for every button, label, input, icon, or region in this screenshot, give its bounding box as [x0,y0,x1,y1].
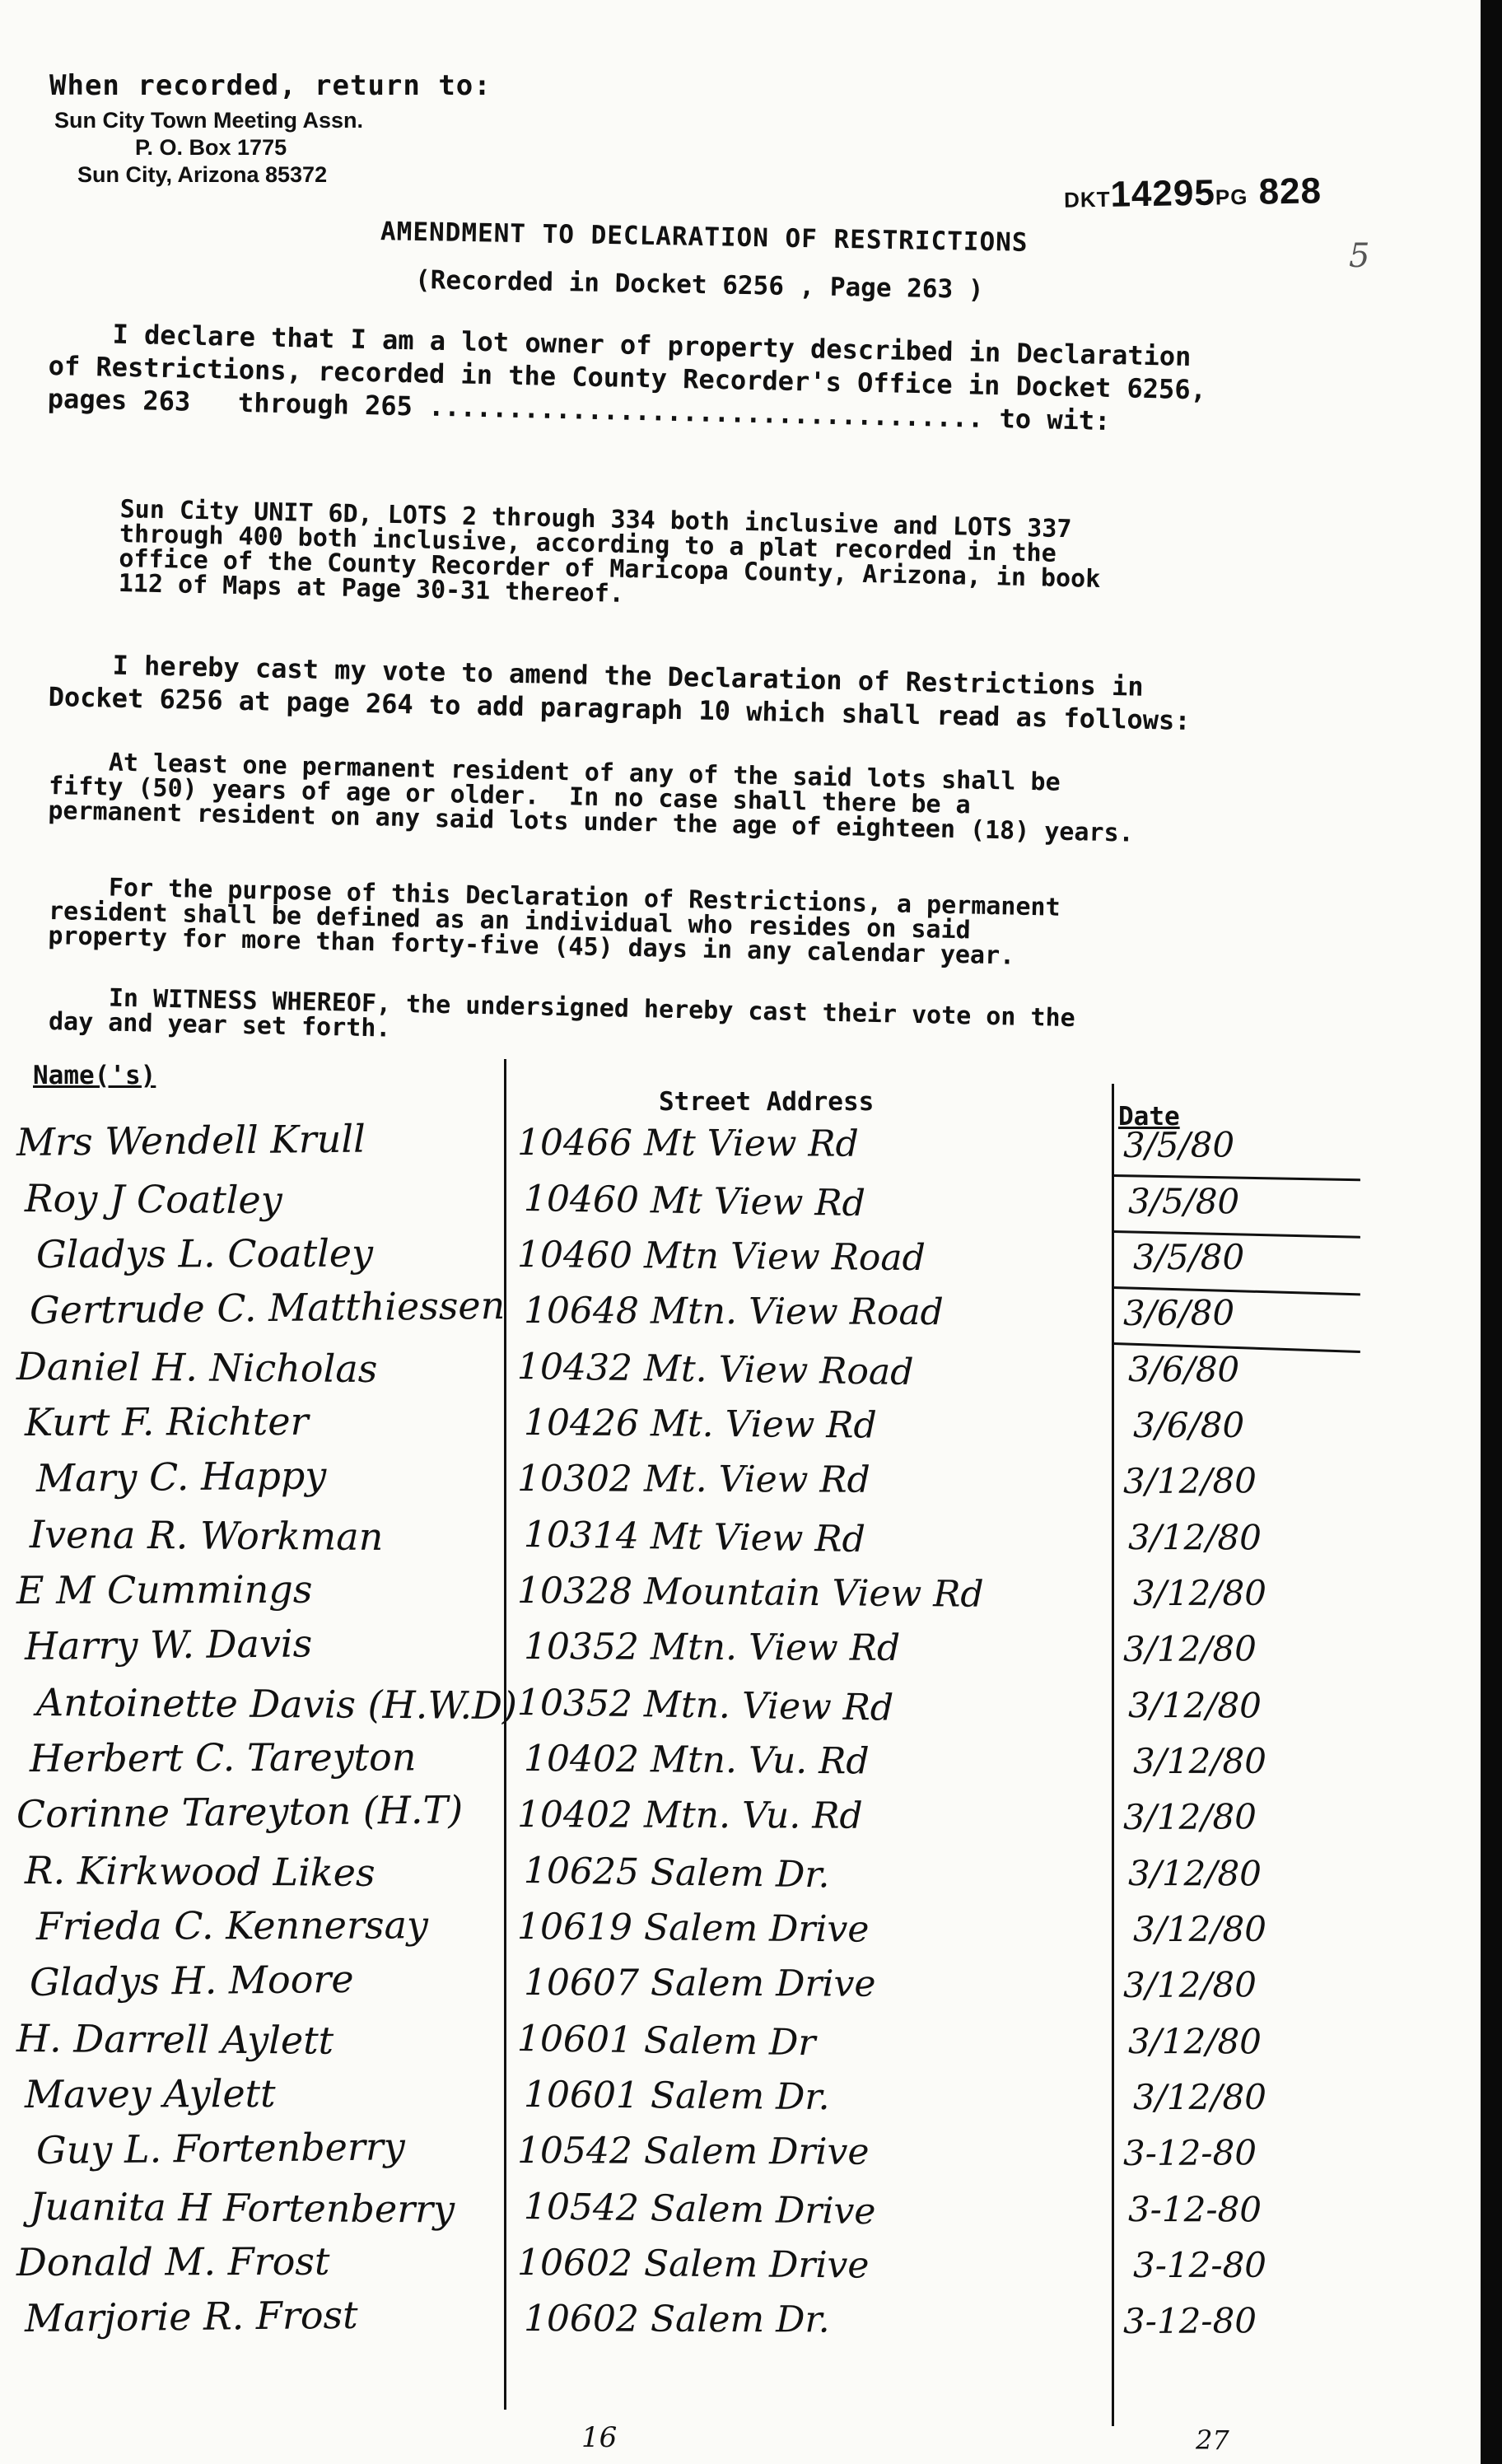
row-18-address: 10601 Salem Dr. [523,2074,830,2119]
row-1-address: 10466 Mt View Rd [516,1122,859,1165]
docket-page: 828 [1258,170,1322,212]
footer-right-mark: 27 [1196,2424,1229,2456]
corner-mark: 5 [1349,237,1370,275]
row-7-address: 10302 Mt. View Rd [516,1458,870,1501]
row-7-date: 3/12/80 [1122,1460,1257,1501]
row-13-name: Corinne Tareyton (H.T) [16,1787,464,1836]
row-9-date: 3/12/80 [1132,1572,1266,1613]
row-2-address: 10460 Mt View Rd [523,1178,866,1225]
row-22-date: 3-12-80 [1122,2300,1257,2341]
row-4-date: 3/6/80 [1122,1292,1235,1333]
row-5-address: 10432 Mt. View Road [516,1346,914,1394]
row-6-address: 10426 Mt. View Rd [523,1402,877,1447]
row-11-date: 3/12/80 [1127,1685,1262,1726]
paragraph-vote: I hereby cast my vote to amend the Declaration of Restrictions in Docket 6256 at page 264 to add paragraph 10 which shall read as follows: [48,647,1191,737]
row-13-address: 10402 Mtn. Vu. Rd [516,1794,863,1837]
row-20-address: 10542 Salem Drive [523,2186,876,2233]
footer-left-mark: 16 [581,2421,618,2454]
row-11-address: 10352 Mtn. View Rd [516,1682,894,1729]
row-21-address: 10602 Salem Drive [516,2242,870,2287]
header-address: Street Address [659,1087,875,1117]
row-19-address: 10542 Salem Drive [516,2130,870,2173]
row-3-address: 10460 Mtn View Road [516,1234,926,1280]
row-5-date: 3/6/80 [1127,1349,1240,1390]
row-8-date: 3/12/80 [1127,1517,1262,1558]
row-19-date: 3-12-80 [1122,2132,1257,2173]
row-4-name: Gertrude C. Matthiessen [29,1282,506,1332]
row-16-name: Gladys H. Moore [29,1956,354,2004]
return-line-3: Sun City, Arizona 85372 [77,162,328,187]
row-1-name: Mrs Wendell Krull [16,1116,366,1164]
row-9-address: 10328 Mountain View Rd [516,1570,984,1616]
row-18-name: Mavey Aylett [24,2070,276,2116]
row-18-date: 3/12/80 [1132,2076,1266,2117]
paragraph-legal-description: Sun City UNIT 6D, LOTS 2 through 334 both inclusive and LOTS 337 through 400 both inclusive, according to a plat recorded in the office of the County Recorder of Maricopa County, Arizona, in book 112 of Maps at Page 30-31 thereof. [118,495,1101,609]
row-16-date: 3/12/80 [1122,1964,1257,2005]
row-11-name: Antoinette Davis (H.W.D) [35,1680,518,1729]
row-14-address: 10625 Salem Dr. [523,1850,830,1897]
row-9-name: E M Cummings [16,1566,313,1612]
row-10-name: Harry W. Davis [24,1621,313,1668]
row-10-address: 10352 Mtn. View Rd [523,1626,901,1669]
row-20-date: 3-12-80 [1127,2189,1262,2230]
paragraph-age-restriction: At least one permanent resident of any of the said lots shall be fifty (50) years of age or older. In no case shall there be a permanent resident on any said lots under the age of eighteen (18) years. [48,747,1135,848]
return-line-2: P. O. Box 1775 [135,135,287,160]
header-name: Name('s) [33,1061,156,1090]
row-21-name: Donald M. Frost [16,2238,330,2284]
column-divider-left [504,1059,506,2410]
row-12-date: 3/12/80 [1132,1740,1266,1781]
row-6-name: Kurt F. Richter [24,1398,309,1444]
row-1-date: 3/5/80 [1122,1124,1235,1165]
header-date: Date [1118,1102,1180,1132]
row-1-rule [1113,1174,1360,1181]
row-12-address: 10402 Mtn. Vu. Rd [523,1738,870,1783]
paragraph-witness: In WITNESS WHEREOF, the undersigned hereby cast their vote on the day and year set forth. [48,982,1076,1043]
row-12-name: Herbert C. Tareyton [29,1734,417,1780]
row-3-name: Gladys L. Coatley [35,1230,374,1276]
row-19-name: Guy L. Fortenberry [35,2124,406,2172]
row-16-address: 10607 Salem Drive [523,1962,876,2005]
row-2-name: Roy J Coatley [24,1176,282,1223]
row-21-date: 3-12-80 [1132,2244,1267,2285]
row-15-address: 10619 Salem Drive [516,1906,870,1951]
row-17-name: H. Darrell Aylett [16,2016,334,2063]
return-title: When recorded, return to: [49,69,492,102]
row-5-name: Daniel H. Nicholas [16,1344,378,1392]
row-15-name: Frieda C. Kennersay [35,1902,429,1948]
row-10-date: 3/12/80 [1122,1628,1257,1669]
row-20-name: Juanita H Fortenberry [29,2184,455,2232]
row-15-date: 3/12/80 [1132,1908,1266,1949]
scan-edge [1481,0,1502,2464]
docket-stamp [1064,170,1322,216]
document-subtitle: (Recorded in Docket 6256 , Page 263 ) [414,264,984,306]
docket-prefix: DKT [1063,186,1111,212]
row-8-name: Ivena R. Workman [29,1512,384,1559]
row-4-address: 10648 Mtn. View Road [523,1290,944,1334]
document-title: AMENDMENT TO DECLARATION OF RESTRICTIONS [380,217,1029,258]
paragraph-declaration: I declare that I am a lot owner of property described in Declaration of Restrictions, recorded in the County Recorder's Office in Docket 6256, pages 263 through 265 ................................... to wit: [47,316,1207,437]
row-7-name: Mary C. Happy [35,1453,327,1500]
docket-pg-label: PG [1215,184,1248,210]
row-8-address: 10314 Mt View Rd [523,1514,866,1561]
row-17-date: 3/12/80 [1127,2021,1262,2062]
return-line-1: Sun City Town Meeting Assn. [54,108,364,133]
row-2-date: 3/5/80 [1127,1181,1240,1222]
row-6-date: 3/6/80 [1132,1404,1245,1445]
row-13-date: 3/12/80 [1122,1796,1257,1837]
column-divider-right [1112,1084,1114,2426]
row-22-address: 10602 Salem Dr. [523,2298,830,2341]
docket-number: 14295 [1110,172,1216,215]
paragraph-resident-definition: For the purpose of this Declaration of Restrictions, a permanent resident shall be defined as an individual who resides on said property for more than forty-five (45) days in any calendar year. [48,872,1061,971]
row-17-address: 10601 Salem Dr [516,2018,816,2065]
row-22-name: Marjorie R. Frost [24,2292,358,2340]
row-3-date: 3/5/80 [1132,1236,1245,1277]
row-14-name: R. Kirkwood Likes [24,1848,376,1895]
return-address-block [49,69,492,189]
row-14-date: 3/12/80 [1127,1853,1262,1894]
